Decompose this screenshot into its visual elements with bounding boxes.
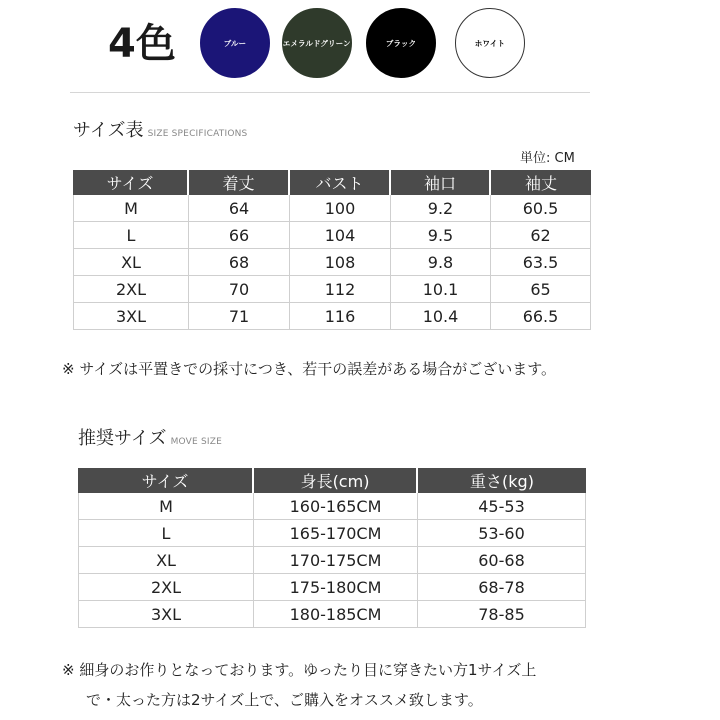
color-swatch-white[interactable] (455, 8, 525, 78)
table-row (73, 249, 591, 276)
color-swatch-label: エメラルドグリーン (283, 38, 351, 48)
table-cell: 9.5 (391, 222, 491, 249)
color-swatch-blue[interactable] (200, 8, 270, 78)
column-header: サイズ (73, 170, 189, 195)
table-cell: 3XL (78, 601, 254, 628)
recommended-size-title: 推奨サイズ (78, 428, 167, 449)
table-row (73, 222, 591, 249)
color-swatch-label: ブラック (385, 38, 417, 48)
table-cell: 170-175CM (254, 547, 418, 574)
table-cell: 63.5 (491, 249, 591, 276)
column-header: サイズ (78, 468, 254, 493)
size-table-heading (73, 120, 247, 145)
table-cell: 10.1 (391, 276, 491, 303)
color-swatch-label: ブルー (223, 38, 247, 48)
table-cell: L (73, 222, 189, 249)
table-row (78, 601, 586, 628)
table-cell: 62 (491, 222, 591, 249)
table-cell: 108 (290, 249, 391, 276)
table-cell: 60-68 (418, 547, 586, 574)
table-cell: 53-60 (418, 520, 586, 547)
color-swatch-black[interactable] (366, 8, 436, 78)
table-row (78, 493, 586, 520)
column-header: 身長(cm) (254, 468, 418, 493)
table-cell: M (78, 493, 254, 520)
table-cell: 66.5 (491, 303, 591, 330)
column-header: バスト (290, 170, 391, 195)
table-row (78, 547, 586, 574)
colors-count-label: 4色 (108, 21, 176, 67)
fit-advice-note-line1: ※ 細身のお作りとなっております。ゆったり目に穿きたい方1サイズ上 (62, 661, 537, 679)
table-cell: 160-165CM (254, 493, 418, 520)
table-cell: XL (78, 547, 254, 574)
table-cell: 116 (290, 303, 391, 330)
table-cell: 65 (491, 276, 591, 303)
table-cell: 60.5 (491, 195, 591, 222)
unit-label: 単位: CM (520, 151, 575, 166)
table-cell: 68-78 (418, 574, 586, 601)
column-header: 着丈 (189, 170, 290, 195)
color-swatch-label: ホワイト (474, 38, 506, 48)
column-header: 重さ(kg) (418, 468, 586, 493)
table-row (73, 303, 591, 330)
table-cell: 2XL (78, 574, 254, 601)
table-row (73, 195, 591, 222)
recommended-size-table (78, 468, 586, 628)
color-swatch-emerald-green[interactable] (282, 8, 352, 78)
size-spec-table (73, 170, 591, 330)
table-cell: 70 (189, 276, 290, 303)
table-cell: M (73, 195, 189, 222)
column-header: 袖丈 (491, 170, 591, 195)
table-cell: 68 (189, 249, 290, 276)
table-cell: 3XL (73, 303, 189, 330)
recommended-size-subtitle: MOVE SIZE (170, 437, 222, 447)
size-table-title: サイズ表 (73, 120, 144, 141)
table-cell: 64 (189, 195, 290, 222)
table-cell: 66 (189, 222, 290, 249)
table-header-row (73, 170, 591, 195)
table-cell: L (78, 520, 254, 547)
table-cell: 78-85 (418, 601, 586, 628)
table-cell: 71 (189, 303, 290, 330)
table-row (78, 574, 586, 601)
table-cell: 100 (290, 195, 391, 222)
table-cell: 180-185CM (254, 601, 418, 628)
table-cell: 45-53 (418, 493, 586, 520)
size-table-subtitle: SIZE SPECIFICATIONS (147, 129, 248, 139)
table-cell: 2XL (73, 276, 189, 303)
table-cell: 165-170CM (254, 520, 418, 547)
table-cell: 175-180CM (254, 574, 418, 601)
table-cell: 9.2 (391, 195, 491, 222)
table-row (78, 520, 586, 547)
recommended-size-heading (78, 428, 222, 453)
table-row (73, 276, 591, 303)
table-header-row (78, 468, 586, 493)
table-cell: XL (73, 249, 189, 276)
fit-advice-note-line2: で・太った方は2サイズ上で、ご購入をオススメ致します。 (86, 691, 483, 709)
column-header: 袖口 (391, 170, 491, 195)
section-divider (70, 92, 590, 93)
table-cell: 9.8 (391, 249, 491, 276)
table-cell: 10.4 (391, 303, 491, 330)
table-cell: 104 (290, 222, 391, 249)
table-cell: 112 (290, 276, 391, 303)
size-measurement-note: ※ サイズは平置きでの採寸につき、若干の誤差がある場合がございます。 (62, 360, 557, 378)
